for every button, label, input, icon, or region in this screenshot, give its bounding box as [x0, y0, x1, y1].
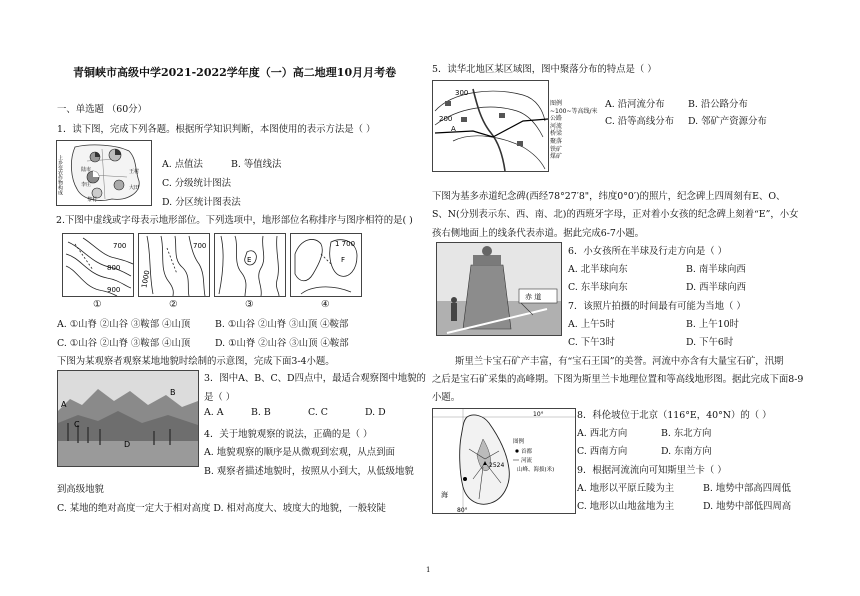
intro-3-4: 下图为某观察者观察某地地貌时绘制的示意图，完成下面3-4小题。	[57, 356, 335, 367]
question-5: 5．读华北地区某区域图，图中聚落分布的特点是（ ）	[432, 64, 657, 75]
fig2-number: ④	[321, 299, 330, 310]
q5-option-a: A. 沿河流分布	[605, 99, 665, 110]
q1-option-c: C. 分级统计图法	[162, 178, 232, 189]
contour-map-3	[214, 233, 286, 297]
fig2-number: ①	[93, 299, 102, 310]
q6-option-d: D. 西半球向西	[686, 282, 747, 293]
q7-option-c: C. 下午3时	[568, 337, 615, 348]
q4-option-a: A. 地貌观察的顺序是从微观到宏观，从点到面	[204, 447, 395, 458]
q3-option-a: A. A	[204, 407, 224, 418]
q6-option-b: B. 南半球向西	[686, 264, 746, 275]
question-4: 4．关于地貌观察的说法，正确的是（ ）	[204, 429, 373, 440]
latitude-label: 10°	[533, 411, 544, 418]
q9-option-b: B. 地势中部高四周低	[703, 483, 791, 494]
q8-option-a: A. 西北方向	[577, 428, 628, 439]
fig1-label: 王村	[129, 169, 140, 175]
fig2-number: ②	[169, 299, 178, 310]
page-number: 1	[426, 566, 431, 574]
q2-option-b: B. ①山谷 ②山脊 ③山顶 ④鞍部	[215, 319, 349, 330]
contour-label: 800	[107, 264, 121, 272]
peak-elevation: 2524	[489, 462, 505, 469]
figure-6-7-monument-photo	[436, 242, 562, 336]
figure-3-landform-photo	[57, 370, 199, 467]
q9-option-c: C. 地形以山地盆地为主	[577, 501, 675, 512]
q4-option-b-cont: 到高级地貌	[57, 484, 104, 495]
question-7: 7．该照片拍摄的时间最有可能为当地（ ）	[568, 301, 746, 312]
contour-label: 700	[113, 242, 127, 250]
question-3: 3．图中A、B、C、D四点中，最适合观察图中地貌的	[204, 373, 426, 384]
legend-item: 铁矿	[550, 145, 563, 153]
contour-label: 200	[439, 115, 453, 123]
contour-map-2	[138, 233, 210, 297]
question-8: 8．科伦坡位于北京（116°E，40°N）的（ ）	[577, 410, 772, 421]
legend-item: ~100~等高线/米	[550, 107, 598, 115]
q5-option-d: D. 邻矿产资源分布	[688, 116, 767, 127]
legend-item: 公路	[550, 115, 563, 123]
contour-label: E	[247, 256, 252, 264]
fig1-label: 陆市	[81, 167, 92, 173]
landform-point-label: A	[61, 400, 67, 409]
figure-8-9-sri-lanka-map	[432, 408, 576, 514]
contour-label: 1 700	[335, 240, 356, 248]
q8-option-c: C. 西南方向	[577, 446, 628, 457]
legend-item: 山峰、海拔(米)	[517, 467, 555, 473]
q1-option-a: A. 点值法	[162, 159, 203, 170]
longitude-label: 80°	[457, 507, 468, 513]
legend-item: 河流	[550, 122, 563, 130]
fig1-label: 黎村	[87, 197, 98, 203]
equator-label: 赤 道	[525, 293, 542, 301]
intro-6-7-line3: 孩右侧地面上的线条代表赤道。据此完成6-7小题。	[432, 228, 644, 239]
question-3-cont: 是（ ）	[204, 392, 236, 403]
q5-option-c: C. 沿等高线分布	[605, 116, 675, 127]
legend-item: 首都	[521, 449, 533, 455]
legend-item: 河流	[521, 458, 533, 464]
contour-map-1	[62, 233, 134, 297]
intro-8-9-line3: 小题。	[432, 392, 461, 403]
figure-1-choropleth-map	[56, 140, 152, 206]
intro-6-7-line2: S、N(分别表示东、西、南、北)的西班牙字母，正对着小女孩的纪念碑上刻着“E”，小女	[432, 209, 799, 220]
contour-label: F	[341, 256, 346, 264]
contour-label: 1000	[140, 269, 152, 289]
q3-option-c: C. C	[308, 407, 328, 418]
fig5-legend	[550, 100, 598, 161]
q7-option-b: B. 上午10时	[686, 319, 739, 330]
question-1: 1．读下图，完成下列各题。根据所学知识判断，本图使用的表示方法是（ ）	[57, 124, 376, 135]
contour-map-4	[290, 233, 362, 297]
intro-8-9-line2: 之后是宝石矿采集的高峰期。下图为斯里兰卡地理位置和等高线地形图。据此完成下面8-9	[432, 374, 804, 385]
q3-option-d: D. D	[365, 407, 386, 418]
q2-option-c: C. ①山谷 ②山脊 ③鞍部 ④山顶	[57, 338, 191, 349]
section-heading: 一、单选题 （60分）	[57, 104, 147, 115]
q8-option-b: B. 东北方向	[661, 428, 712, 439]
q3-option-b: B. B	[251, 407, 271, 418]
landform-point-label: B	[170, 388, 176, 397]
q4-option-b: B. 观察者描述地貌时，按照从小到大，从低级地貌	[204, 466, 414, 477]
q1-option-b: B. 等值线法	[231, 159, 282, 170]
q6-option-a: A. 北半球向东	[568, 264, 628, 275]
q8-option-d: D. 东南方向	[661, 446, 712, 457]
question-6: 6．小女孩所在半球及行走方向是（ ）	[568, 246, 727, 257]
intro-6-7-line1: 下图为基多赤道纪念碑(西经78°27′8"，纬度0°0′)的照片，纪念碑上四周刻有E、O、	[432, 191, 786, 202]
q9-option-d: D. 地势中部低四周高	[703, 501, 792, 512]
intro-8-9-line1: 斯里兰卡宝石矿产丰富，有“宝石王国”的美誉。河流中亦含有大量宝石矿，汛期	[455, 356, 784, 367]
sea-label: 海	[441, 491, 448, 499]
figure-5-region-map	[432, 80, 549, 172]
q5-option-b: B. 沿公路分布	[688, 99, 748, 110]
point-label: A	[451, 125, 456, 133]
fig1-side-label: 上乡变农作物构成	[57, 155, 63, 195]
q4-option-cd: C. 某地的绝对高度一定大于相对高度 D. 相对高度大、坡度大的地貌，一般较陡	[57, 503, 386, 514]
fig1-label: 大田	[129, 185, 140, 191]
question-9: 9．根据河流流向可知斯里兰卡（ ）	[577, 465, 727, 476]
q6-option-c: C. 东半球向东	[568, 282, 628, 293]
legend-item: 煤矿	[550, 153, 563, 161]
contour-label: 900	[107, 286, 121, 294]
legend-item: 桥梁	[550, 130, 563, 138]
q7-option-a: A. 上午5时	[568, 319, 615, 330]
legend-title: 图例	[513, 439, 525, 445]
fig2-number: ③	[245, 299, 254, 310]
legend-item: 聚落	[550, 137, 563, 145]
q7-option-d: D. 下午6时	[686, 337, 734, 348]
q9-option-a: A. 地形以平原丘陵为主	[577, 483, 675, 494]
legend-title: 图例	[550, 100, 563, 107]
contour-label: 700	[193, 242, 207, 250]
page-title: 青铜峡市高级中学2021-2022学年度（一）高二地理10月月考卷	[73, 66, 397, 79]
landform-point-label: C	[74, 420, 80, 429]
q2-option-a: A. ①山脊 ②山谷 ③鞍部 ④山顶	[57, 319, 191, 330]
question-2: 2.下图中虚线或字母表示地形部位。下列选项中，地形部位名称排序与图序相符的是( )	[56, 215, 413, 226]
q1-option-d: D. 分区统计图表法	[162, 197, 241, 208]
q2-option-d: D. ①山脊 ②山谷 ③山顶 ④鞍部	[215, 338, 349, 349]
fig1-label: 李庄	[81, 182, 92, 188]
landform-point-label: D	[124, 440, 131, 449]
contour-label: 300	[455, 89, 469, 97]
